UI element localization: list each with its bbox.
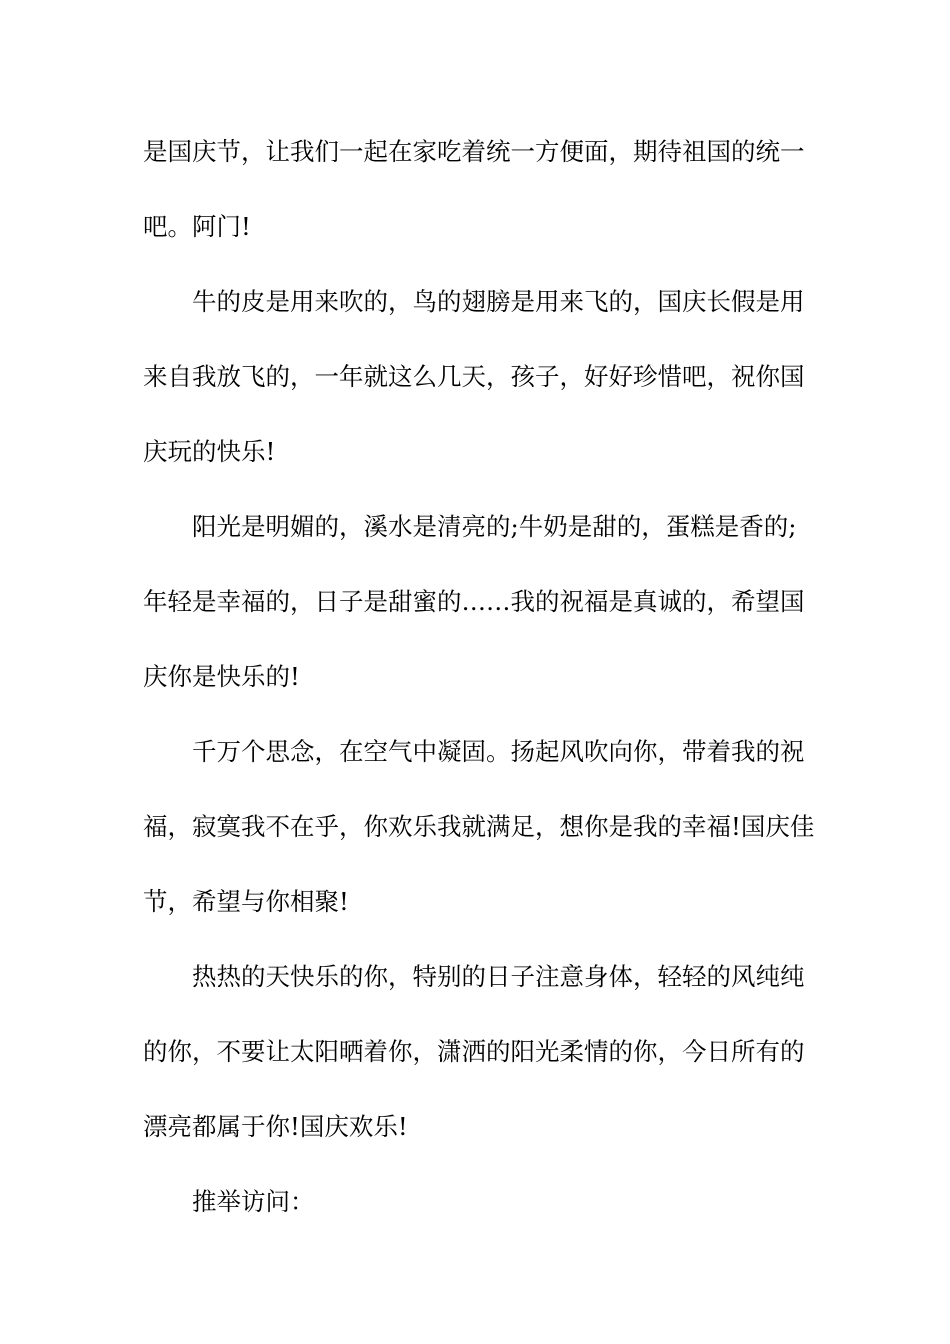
paragraph-start-line: 热热的天快乐的你，特别的日子注意身体，轻轻的风纯纯 (192, 962, 805, 991)
text-line: 来自我放飞的，一年就这么几天，孩子，好好珍惜吧，祝你国 (143, 362, 805, 391)
text-line: 福，寂寞我不在乎，你欢乐我就满足，想你是我的幸福!国庆佳 (143, 812, 815, 841)
recommended-reading-heading: 推举访问： (192, 1187, 315, 1216)
text-line: 节，希望与你相聚! (143, 887, 349, 916)
text-line: 漂亮都属于你!国庆欢乐! (143, 1112, 408, 1141)
text-line: 庆玩的快乐! (143, 437, 276, 466)
text-line: 是国庆节，让我们一起在家吃着统一方便面，期待祖国的统一 (143, 137, 805, 166)
paragraph-start-line: 千万个思念，在空气中凝固。扬起风吹向你，带着我的祝 (192, 737, 805, 766)
paragraph-start-line: 牛的皮是用来吹的，鸟的翅膀是用来飞的，国庆长假是用 (192, 287, 805, 316)
paragraph-start-line: 阳光是明媚的，溪水是清亮的;牛奶是甜的，蛋糕是香的; (192, 512, 797, 541)
text-line: 的你，不要让太阳晒着你，潇洒的阳光柔情的你，今日所有的 (143, 1037, 805, 1066)
text-line: 年轻是幸福的，日子是甜蜜的……我的祝福是真诚的，希望国 (143, 587, 805, 616)
text-line: 庆你是快乐的! (143, 662, 300, 691)
text-line: 吧。阿门! (143, 212, 251, 241)
